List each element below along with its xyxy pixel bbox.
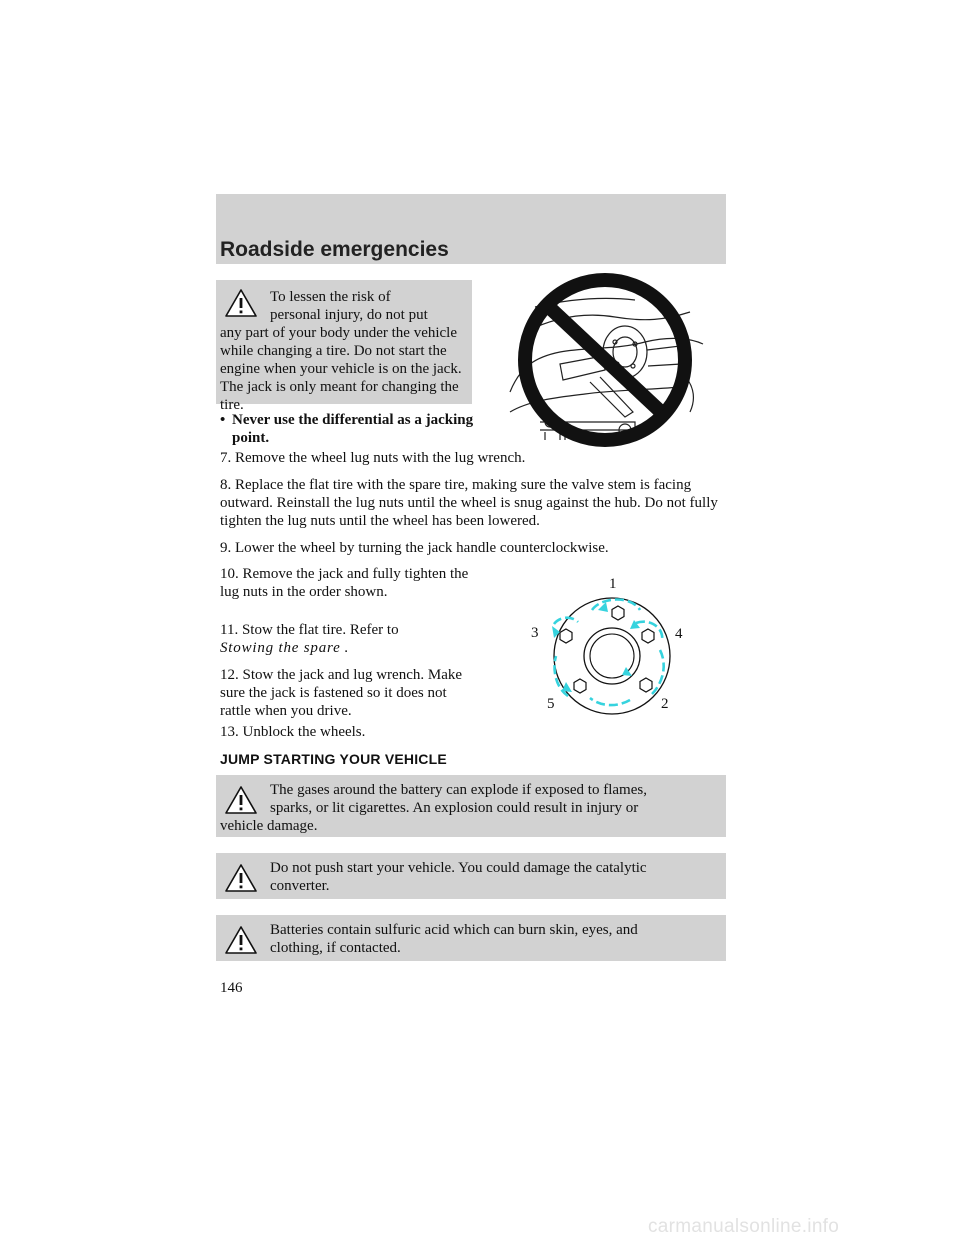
lug-label-3: 3 xyxy=(531,625,539,641)
bullet-differential-text: Never use the differential as a jacking point. xyxy=(232,412,474,446)
warning-jack-line2: personal injury, do not put xyxy=(270,307,428,323)
warning-gases-line1: The gases around the battery can explode if exposed to flames, xyxy=(270,782,647,798)
step-11 xyxy=(220,621,470,657)
warning-triangle-icon xyxy=(224,785,258,815)
step-7: 7. Remove the wheel lug nuts with the lug wrench. xyxy=(220,450,526,466)
warning-triangle-icon xyxy=(224,925,258,955)
step-13: 13. Unblock the wheels. xyxy=(220,724,366,740)
warning-triangle-icon xyxy=(224,288,258,318)
lug-nut-1-icon xyxy=(612,606,624,620)
lug-nut-3-icon xyxy=(560,629,572,643)
lug-label-2: 2 xyxy=(661,696,669,712)
step-8: 8. Replace the flat tire with the spare tire, making sure the valve stem is facing outward. Reinstall the lug nuts until the wheel is snug against the hub. Do not fully tighten the lug nuts until the wheel has been lowered. xyxy=(220,477,718,529)
lug-label-1: 1 xyxy=(609,576,617,592)
jump-start-heading: JUMP STARTING YOUR VEHICLE xyxy=(220,751,447,767)
warning-jack-line1: To lessen the risk of xyxy=(270,289,391,305)
page-section-title: Roadside emergencies xyxy=(220,238,449,261)
step-10: 10. Remove the jack and fully tighten the lug nuts in the order shown. xyxy=(220,566,469,600)
warning-box-battery-gases xyxy=(216,775,726,837)
step-11-text: 11. Stow the flat tire. Refer to xyxy=(220,622,399,638)
warning-gases-line3: vehicle damage. xyxy=(220,818,318,834)
stowing-spare-reference: Stowing the spare xyxy=(220,640,341,656)
warning-acid-line2: clothing, if contacted. xyxy=(270,940,401,956)
lug-label-4: 4 xyxy=(675,626,683,642)
page-number: 146 xyxy=(220,980,243,996)
lug-nut-4-icon xyxy=(642,629,654,643)
no-differential-jacking-illustration xyxy=(505,272,705,447)
lug-nut-order-diagram xyxy=(520,568,700,718)
step-12: 12. Stow the jack and lug wrench. Make sure the jack is fastened so it does not rattle when you drive. xyxy=(220,667,463,719)
warning-triangle-icon xyxy=(224,863,258,893)
warning-box-jack xyxy=(216,280,472,413)
lug-nut-5-icon xyxy=(574,679,586,693)
warning-push-start-line1: Do not push start your vehicle. You could damage the catalytic xyxy=(270,860,647,876)
warning-gases-line2: sparks, or lit cigarettes. An explosion could result in injury or xyxy=(270,800,639,816)
warning-box-push-start xyxy=(216,853,726,899)
warning-push-start-line2: converter. xyxy=(270,878,330,894)
warning-acid-line1: Batteries contain sulfuric acid which can burn skin, eyes, and xyxy=(270,922,638,938)
watermark: carmanualsonline.info xyxy=(648,1216,840,1237)
warning-box-sulfuric-acid xyxy=(216,915,726,961)
bullet-marker: • xyxy=(220,412,226,428)
step-9: 9. Lower the wheel by turning the jack handle counterclockwise. xyxy=(220,540,609,556)
lug-label-5: 5 xyxy=(547,696,555,712)
lug-nut-2-icon xyxy=(640,678,652,692)
warning-jack-body: any part of your body under the vehicle while changing a tire. Do not start the engine when your vehicle is on the jack. The jack is only meant for changing the tire. xyxy=(220,325,462,413)
step-11-period: . xyxy=(344,640,349,656)
